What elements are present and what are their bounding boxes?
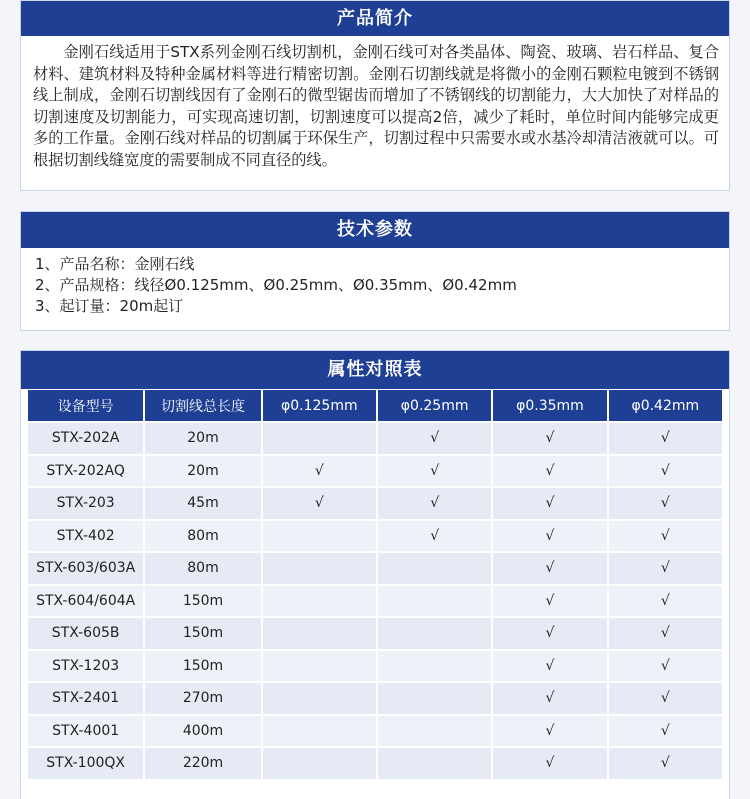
- table-row: [28, 488, 722, 521]
- compat-cell: [263, 716, 376, 749]
- table-header-cell: φ0.25mm: [378, 390, 491, 423]
- compat-cell: √: [493, 456, 606, 489]
- model-cell: STX-203: [28, 488, 143, 521]
- comparison-table-title: 属性对照表: [21, 351, 729, 389]
- model-cell: STX-603/603A: [28, 553, 143, 586]
- table-header-cell: 切割线总长度: [145, 390, 260, 423]
- comparison-table: [26, 390, 724, 781]
- comparison-table-panel: [20, 350, 730, 799]
- compat-cell: √: [609, 651, 722, 684]
- length-cell: 80m: [145, 553, 260, 586]
- table-row: [28, 651, 722, 684]
- compat-cell: √: [493, 553, 606, 586]
- compat-cell: √: [493, 651, 606, 684]
- table-row: [28, 748, 722, 781]
- compat-cell: √: [609, 521, 722, 554]
- compat-cell: √: [493, 488, 606, 521]
- compat-cell: √: [609, 586, 722, 619]
- length-cell: 400m: [145, 716, 260, 749]
- compat-cell: [378, 618, 491, 651]
- table-row: [28, 683, 722, 716]
- compat-cell: √: [378, 488, 491, 521]
- tech-params-title: 技术参数: [21, 212, 729, 248]
- compat-cell: √: [378, 456, 491, 489]
- compat-cell: [263, 521, 376, 554]
- compat-cell: √: [493, 423, 606, 456]
- compat-cell: [263, 553, 376, 586]
- tech-params-panel: [20, 211, 730, 331]
- compat-cell: [263, 618, 376, 651]
- compat-cell: √: [493, 748, 606, 781]
- model-cell: STX-605B: [28, 618, 143, 651]
- length-cell: 45m: [145, 488, 260, 521]
- compat-cell: [378, 683, 491, 716]
- product-intro-panel: [20, 0, 730, 191]
- compat-cell: √: [609, 456, 722, 489]
- compat-cell: [378, 586, 491, 619]
- compat-cell: √: [378, 521, 491, 554]
- compat-cell: √: [609, 618, 722, 651]
- compat-cell: √: [493, 586, 606, 619]
- table-row: [28, 423, 722, 456]
- compat-cell: √: [493, 521, 606, 554]
- tech-params-list: [35, 254, 729, 317]
- table-header-cell: φ0.35mm: [493, 390, 606, 423]
- model-cell: STX-402: [28, 521, 143, 554]
- table-header-cell: 设备型号: [28, 390, 143, 423]
- compat-cell: √: [609, 488, 722, 521]
- compat-cell: √: [609, 716, 722, 749]
- table-row: [28, 553, 722, 586]
- table-header-row: [28, 390, 722, 423]
- table-row: [28, 521, 722, 554]
- table-row: [28, 618, 722, 651]
- table-header-cell: φ0.125mm: [263, 390, 376, 423]
- param-item: 2、产品规格：线径Ø0.125mm、Ø0.25mm、Ø0.35mm、Ø0.42mm: [35, 276, 517, 294]
- model-cell: STX-202A: [28, 423, 143, 456]
- compat-cell: [263, 651, 376, 684]
- compat-cell: [378, 553, 491, 586]
- compat-cell: √: [493, 716, 606, 749]
- compat-cell: [378, 716, 491, 749]
- model-cell: STX-100QX: [28, 748, 143, 781]
- length-cell: 20m: [145, 456, 260, 489]
- compat-cell: √: [263, 488, 376, 521]
- compat-cell: √: [609, 553, 722, 586]
- model-cell: STX-604/604A: [28, 586, 143, 619]
- compat-cell: √: [493, 683, 606, 716]
- length-cell: 20m: [145, 423, 260, 456]
- model-cell: STX-4001: [28, 716, 143, 749]
- compat-cell: [263, 423, 376, 456]
- param-item: 3、起订量：20m起订: [35, 297, 184, 315]
- length-cell: 270m: [145, 683, 260, 716]
- length-cell: 220m: [145, 748, 260, 781]
- compat-cell: [378, 748, 491, 781]
- table-body: [28, 423, 722, 781]
- param-item: 1、产品名称：金刚石线: [35, 255, 195, 273]
- length-cell: 150m: [145, 586, 260, 619]
- compat-cell: [263, 683, 376, 716]
- compat-cell: √: [263, 456, 376, 489]
- model-cell: STX-1203: [28, 651, 143, 684]
- table-row: [28, 716, 722, 749]
- table-row: [28, 586, 722, 619]
- compat-cell: √: [609, 683, 722, 716]
- compat-cell: √: [609, 423, 722, 456]
- compat-cell: [378, 651, 491, 684]
- model-cell: STX-2401: [28, 683, 143, 716]
- product-intro-title: 产品简介: [21, 1, 729, 36]
- compat-cell: √: [378, 423, 491, 456]
- length-cell: 150m: [145, 618, 260, 651]
- compat-cell: [263, 586, 376, 619]
- product-intro-text: 金刚石线适用于STX系列金刚石线切割机，金刚石线可对各类晶体、陶瓷、玻璃、岩石样品、复合材料、建筑材料及特种金属材料等进行精密切割。金刚石切割线就是将微小的金刚石颗粒电镀到不锈钢线上制成，金刚石切割线因有了金刚石的微型锯齿而增加了不锈钢线的切割能力，大大加快了对样品的切割速度及切割能力，可实现高速切割，切割速度可以提高2倍，减少了耗时，单位时间内能够完成更多的工作量。金刚石线对样品的切割属于环保生产，切割过程中只需要水或水基冷却清洁液就可以。可根据切割线缝宽度的需要制成不同直径的线。: [33, 43, 719, 169]
- compat-cell: √: [493, 618, 606, 651]
- compat-cell: [263, 748, 376, 781]
- table-row: [28, 456, 722, 489]
- compat-cell: √: [609, 748, 722, 781]
- length-cell: 150m: [145, 651, 260, 684]
- model-cell: STX-202AQ: [28, 456, 143, 489]
- length-cell: 80m: [145, 521, 260, 554]
- table-header-cell: φ0.42mm: [609, 390, 722, 423]
